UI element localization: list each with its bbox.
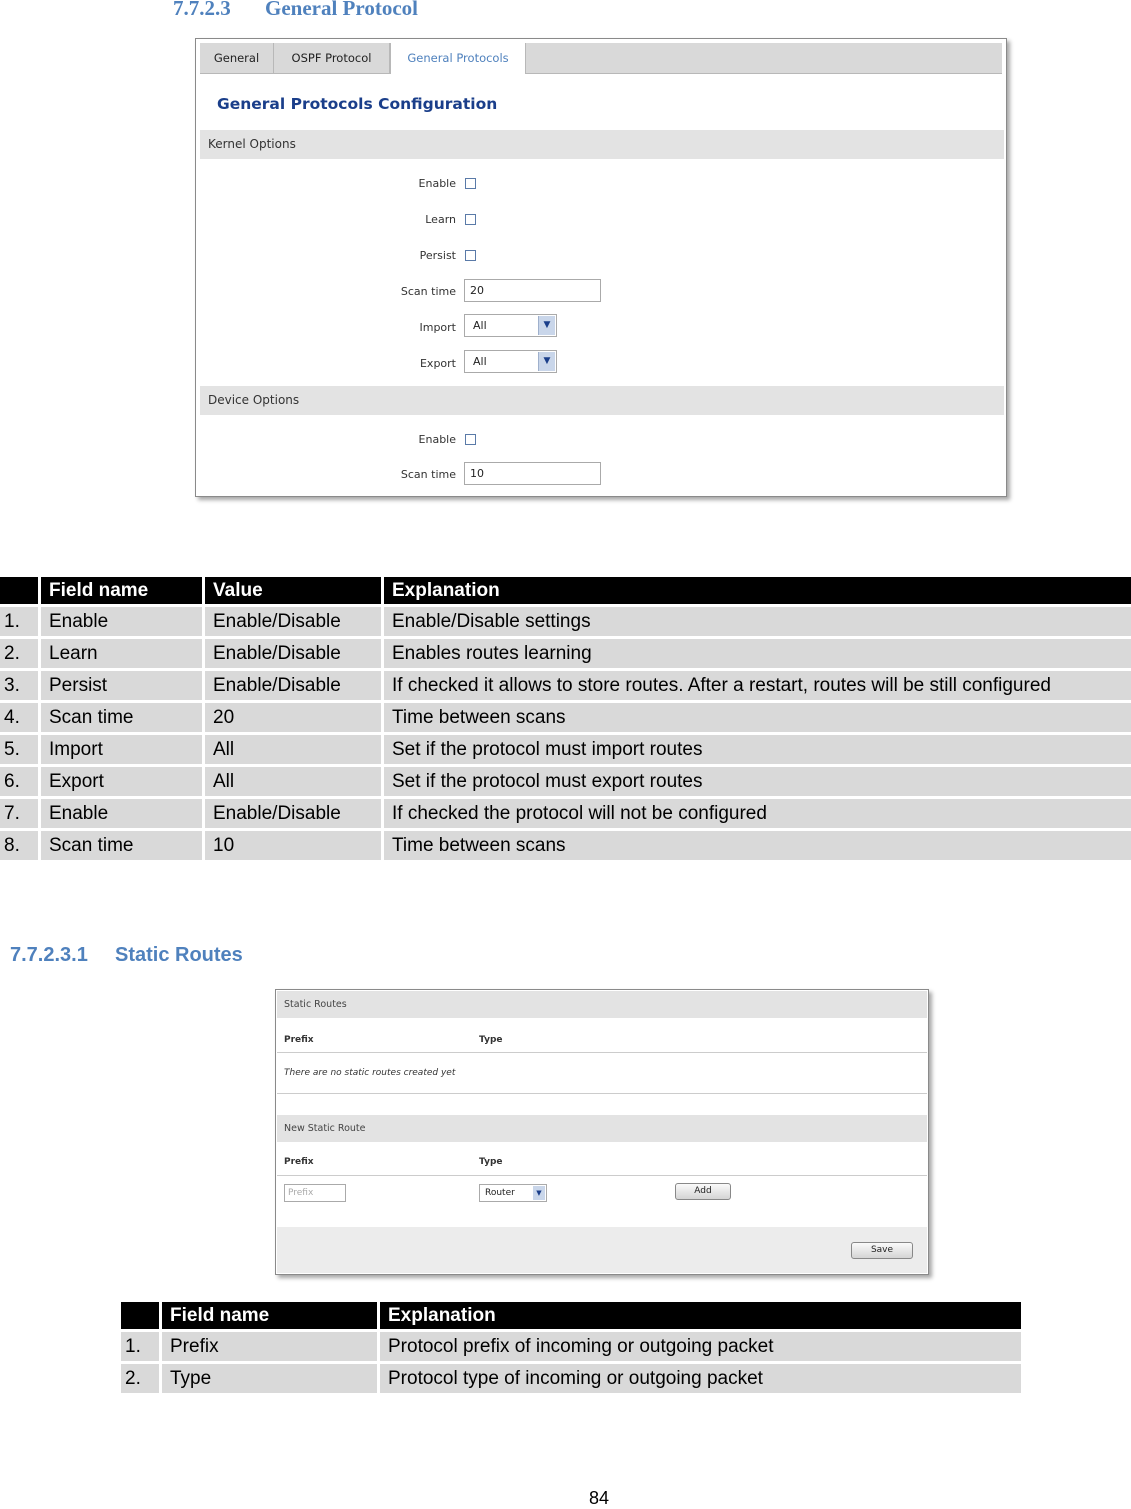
table-header-row [121,1302,1021,1329]
kernel-enable-checkbox[interactable] [465,178,476,189]
field-value: All [205,767,381,796]
general-protocols-screenshot [195,38,1007,497]
field-explanation: If checked it allows to store routes. After a restart, routes will be still configured [384,671,1131,700]
static-routes-header: Static Routes [277,991,927,1018]
table-row [0,831,1131,860]
col-prefix-header: Prefix [284,1035,314,1045]
field-name: Scan time [41,703,202,732]
empty-message: There are no static routes created yet [284,1068,456,1078]
field-explanation: Enables routes learning [384,639,1131,668]
row-number: 3. [0,671,38,700]
divider [277,1175,927,1176]
field-value: Enable/Disable [205,799,381,828]
static-routes-fields-table [118,1299,1024,1396]
footer-bar [277,1227,927,1273]
tab-general-protocols[interactable]: General Protocols [390,43,526,74]
kernel-import-label: Import [419,321,456,334]
row-number: 1. [0,607,38,636]
col-type-header: Type [479,1035,503,1045]
device-scan-time-label: Scan time [400,468,456,481]
row-number: 7. [0,799,38,828]
kernel-learn-checkbox[interactable] [465,214,476,225]
new-col-prefix-header: Prefix [284,1157,314,1167]
field-value: All [205,735,381,764]
field-name: Learn [41,639,202,668]
subsection-title: Static Routes [115,944,243,966]
table-row [0,703,1131,732]
tab-general[interactable]: General [200,43,274,73]
device-options-header: Device Options [200,386,1004,415]
field-name: Export [41,767,202,796]
kernel-scan-time-input[interactable]: 20 [464,279,601,302]
kernel-options-header: Kernel Options [200,130,1004,159]
tab-bar [200,43,1002,74]
row-number: 6. [0,767,38,796]
chevron-down-icon: ▼ [533,1186,545,1200]
table-header-row [0,577,1131,604]
field-name: Prefix [162,1332,377,1361]
general-protocol-fields-table [0,574,1131,863]
save-button[interactable]: Save [851,1242,913,1259]
row-number: 5. [0,735,38,764]
kernel-export-select[interactable] [464,350,557,373]
kernel-learn-label: Learn [425,213,456,226]
add-button[interactable]: Add [675,1183,731,1200]
kernel-export-label: Export [419,357,456,370]
table-row [0,735,1131,764]
table-row [0,607,1131,636]
field-name: Enable [41,607,202,636]
field-value: Enable/Disable [205,671,381,700]
kernel-import-select[interactable] [464,314,557,337]
field-value: Enable/Disable [205,607,381,636]
field-explanation: Set if the protocol must export routes [384,767,1131,796]
chevron-down-icon: ▼ [538,316,555,335]
section-number: 7.7.2.3 [173,0,231,20]
field-name: Persist [41,671,202,700]
new-col-type-header: Type [479,1157,503,1167]
field-name: Scan time [41,831,202,860]
subsection-number: 7.7.2.3.1 [10,944,88,966]
table-row [121,1364,1021,1393]
kernel-enable-label: Enable [418,177,456,190]
kernel-export-value: All [473,355,487,368]
field-value: Enable/Disable [205,639,381,668]
field-explanation: Time between scans [384,831,1131,860]
page-number: 84 [589,1488,610,1508]
kernel-persist-label: Persist [419,249,456,262]
field-name: Enable [41,799,202,828]
row-number: 8. [0,831,38,860]
field-explanation: If checked the protocol will not be configured [384,799,1131,828]
field-explanation: Time between scans [384,703,1131,732]
field-explanation: Set if the protocol must import routes [384,735,1131,764]
field-value: 10 [205,831,381,860]
static-routes-screenshot [275,989,929,1275]
table-row [0,639,1131,668]
field-name: Import [41,735,202,764]
divider [277,1093,927,1094]
section-heading [173,0,418,21]
field-value: 20 [205,703,381,732]
field-explanation: Protocol prefix of incoming or outgoing packet [380,1332,1021,1361]
table-header-cell [0,577,38,604]
kernel-scan-time-label: Scan time [400,285,456,298]
table-row [121,1332,1021,1361]
device-scan-time-input[interactable]: 10 [464,462,601,485]
row-number: 4. [0,703,38,732]
divider [277,1052,927,1053]
type-select[interactable] [479,1184,547,1202]
field-explanation: Enable/Disable settings [384,607,1131,636]
table-header-cell: Explanation [384,577,1131,604]
new-static-route-header: New Static Route [277,1115,927,1142]
device-enable-checkbox[interactable] [465,434,476,445]
table-header-cell: Explanation [380,1302,1021,1329]
type-select-value: Router [485,1188,515,1198]
row-number: 1. [121,1332,159,1361]
table-header-cell [121,1302,159,1329]
prefix-input[interactable]: Prefix [284,1184,346,1202]
subsection-heading [10,944,243,967]
table-header-cell: Value [205,577,381,604]
table-row [0,671,1131,700]
row-number: 2. [0,639,38,668]
table-row [0,767,1131,796]
chevron-down-icon: ▼ [538,352,555,371]
table-header-cell: Field name [41,577,202,604]
tab-ospf-protocol[interactable]: OSPF Protocol [274,43,390,73]
field-explanation: Protocol type of incoming or outgoing packet [380,1364,1021,1393]
row-number: 2. [121,1364,159,1393]
table-header-cell: Field name [162,1302,377,1329]
table-row [0,799,1131,828]
page-title: General Protocols Configuration [217,95,498,113]
device-enable-label: Enable [418,433,456,446]
kernel-persist-checkbox[interactable] [465,250,476,261]
kernel-import-value: All [473,319,487,332]
section-title: General Protocol [265,0,418,20]
field-name: Type [162,1364,377,1393]
